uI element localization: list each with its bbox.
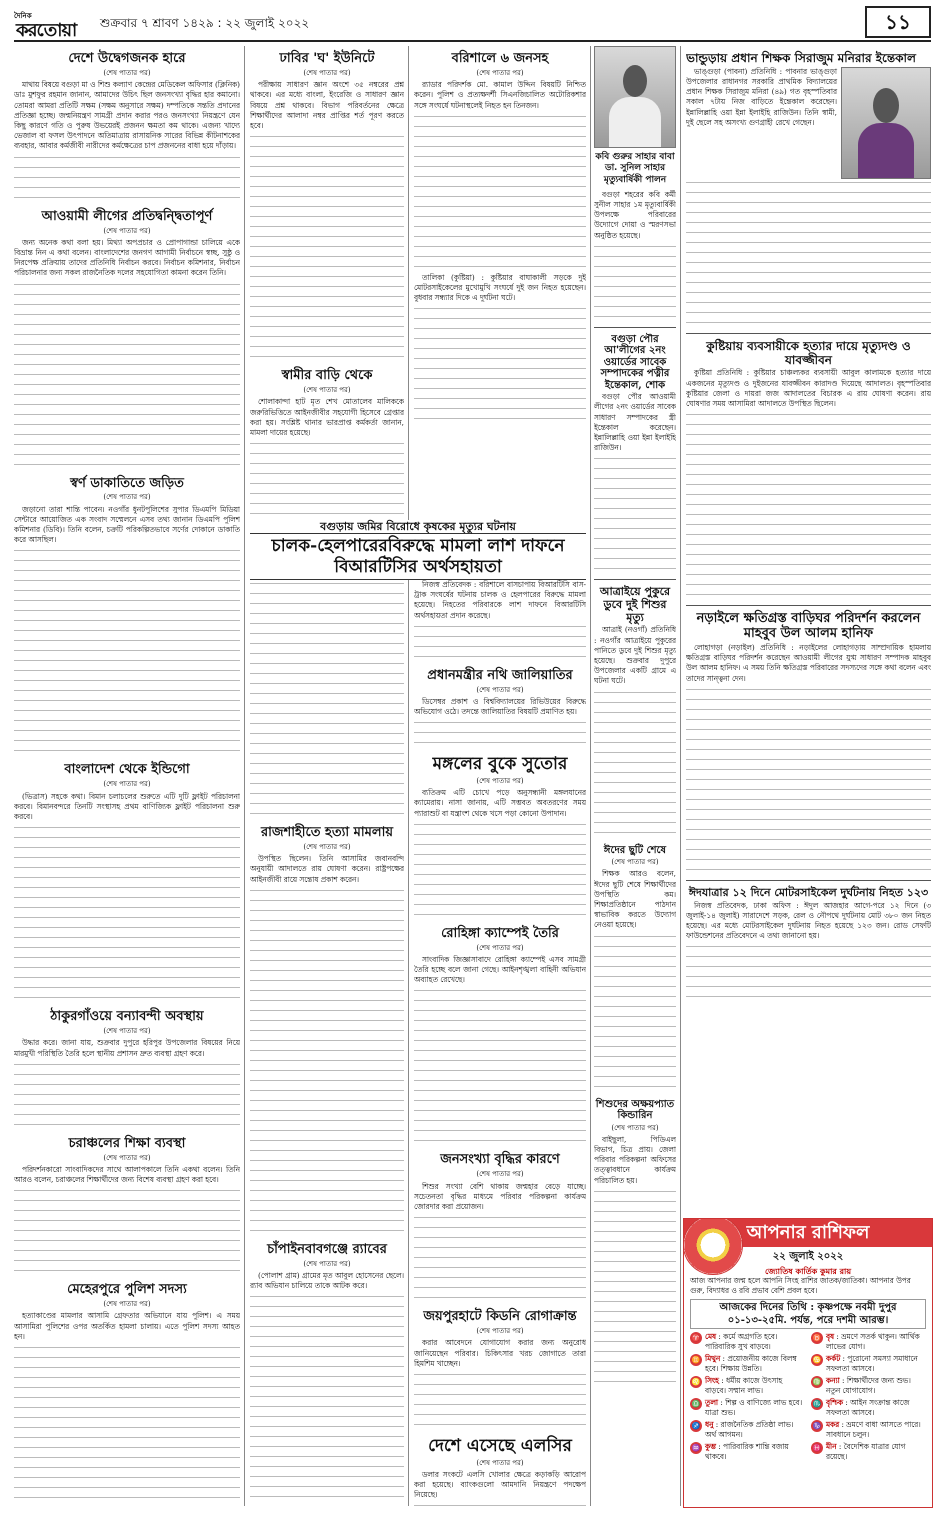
- article-text: শিক্ষক আরও বলেন, ঈদের ছুটি শেষে শিক্ষার্থীদের উপস্থিতি কম। শিক্ষাপ্রতিষ্ঠানে পাঠদান স্বাভাবিক করতে উদ্যোগ নেওয়া হয়েছে।: [594, 869, 676, 930]
- zodiac-sign-text: ভ্রমণে বাধা আসতে পারে। সাবধানে চলুন।: [826, 1420, 921, 1439]
- headline: ভান্ডুড়ায় প্রধান শিক্ষক সিরাজুম মনিরার ইন্তেকাল: [686, 51, 916, 65]
- article-text: (পোলাশ গ্রাম) গ্রামের মৃত আবুল হোসেনের ছেলে। র‌্যাব অভিযান চালিয়ে তাকে আটক করে।: [250, 1271, 404, 1291]
- zodiac-sign-entry: ♐ ধনু : রাজনৈতিক প্রতিষ্ঠা লাভ। অর্থ আগমন।: [691, 1420, 794, 1439]
- column-rule: [590, 46, 591, 1506]
- column-4: [594, 46, 676, 1506]
- article-text: জন্য অনেক কথা বলা হয়। মিথ্যা অপপ্রচার ও প্রোপাগান্ডা চালিয়ে একে বিভ্রান্ত নিন এ কথা বলেন। বাংলাদেশের জনগণ আগামী নির্বাচনে স্বচ্ছ, সুষ্ঠু ও নিরপেক্ষ প্রক্রিয়ায় তাদের প্রতিনিধি নির্বাচন করবে। নির্বাচন কমিশনার, নির্বাচন পরিচালনার জন্য সকল রাজনৈতিক দলের সহযোগিতা কামনা করেন তিনি।: [14, 237, 240, 278]
- text-lines: [14, 1187, 240, 1277]
- zodiac-sign-entry: ♈ মেষ : কর্মে অগ্রগতি হবে। পারিবারিক সুখ বাড়বে।: [691, 1332, 778, 1351]
- text-lines: [14, 547, 240, 757]
- headline: জনসংখ্যা বৃদ্ধির কারণে: [440, 1152, 560, 1168]
- article-text: (ভিত্রাস) সহকে কথা। বিমান চলাচলের শুরুতে এটি দুটি ফ্লাইট পরিচালনা করবে। বিমানবন্দরে তিনটি সংস্থাসহ প্রথম বাণিজ্যিক ফ্লাইট পরিচালনা শুরু করবে।: [14, 791, 240, 822]
- continued-label: (শেষ পাতার পর): [103, 68, 151, 77]
- text-lines: [686, 686, 931, 876]
- horoscope-title: আপনার রাশিফল: [746, 1222, 870, 1243]
- zodiac-sign-name: মেষ: [705, 1332, 717, 1341]
- headline: স্বামীর বাড়ি থেকে: [281, 368, 373, 384]
- text-lines: [14, 281, 240, 471]
- continued-label: (শেষ পাতার পর): [476, 685, 524, 694]
- text-lines: [414, 623, 586, 663]
- column-2: [250, 46, 404, 1506]
- zodiac-sign-entry: ♍ কন্যা : শিক্ষার্থীদের জন্য শুভ। নতুন যোগাযোগ।: [812, 1376, 911, 1395]
- column-rule: [408, 46, 409, 1506]
- article-text: পরীক্ষায় সাধারণ জ্ঞান অংশে ৩৫ নম্বরের প্রশ্ন থাকবে। এর মধ্যে বাংলা, ইংরেজি ও সাধারণ জ্ঞান বিষয়ে প্রশ্ন থাকবে। বিভাগ পরিবর্তনের ক্ষেত্রে শিক্ষার্থীদের আলাদা নম্বর প্রাপ্তির শর্ত পূরণ করতে হবে।: [250, 80, 404, 130]
- masthead: [14, 6, 931, 42]
- text-lines: [250, 440, 404, 820]
- zodiac-sign-name: মীন: [826, 1442, 837, 1451]
- lead-story: [250, 520, 586, 580]
- zodiac-sign-name: ধনু: [705, 1420, 714, 1429]
- zodiac-sign-name: মিথুন: [705, 1354, 721, 1363]
- zodiac-sign-entry: ♒ কুম্ভ : পারিবারিক শান্তি বজায় থাকবে।: [691, 1442, 789, 1461]
- banner-kicker: বগুড়ায় জমির বিরোধে কৃষকের মৃত্যুর ঘটনায়: [320, 520, 516, 533]
- zodiac-sign-entry: ♌ সিংহ : ধর্মীয় কাজে উৎসাহ বাড়বে। সম্মান লাভ।: [691, 1376, 783, 1395]
- zodiac-sign-text: শিক্ষার্থীদের জন্য শুভ। নতুন যোগাযোগ।: [826, 1376, 911, 1395]
- headline: বগুড়া পৌর আ'লীগের ২নং ওয়ার্ডের সাবেক সম্পাদকের পত্নীর ইন্তেকাল, শোক: [600, 333, 670, 391]
- headline: ঈদযাত্রার ১২ দিনে মোটরসাইকেল দুর্ঘটনায় নিহত ১২৩: [688, 885, 929, 899]
- headline: দেশে এসেছে এলসির: [428, 1435, 572, 1456]
- zodiac-sign-text: আইন সংক্রান্ত কাজে সফলতা আসবে।: [826, 1398, 910, 1417]
- continued-label: (শেষ পাতার পর): [103, 1027, 151, 1036]
- zodiac-sign-text: রাজনৈতিক প্রতিষ্ঠা লাভ। অর্থ আগমন।: [705, 1420, 794, 1439]
- text-lines: [414, 305, 586, 425]
- zodiac-sign-name: তুলা: [705, 1398, 719, 1407]
- article-text: নিজস্ব প্রতিবেদক : বরিশালে বাসচাপায় বিআরটিসি বাস-ট্রাক সংঘর্ষের ঘটনায় চালক ও হেলপারের বিরুদ্ধে মামলা হয়েছে। নিহতের পরিবারকে লাশ দাফনে বিআরটিসি অর্থসহায়তা প্রদান করেছে।: [414, 580, 586, 620]
- headline: রোহিঙ্গা ক্যাম্পেই তৈরি: [441, 925, 559, 941]
- text-lines: [250, 133, 404, 363]
- zodiac-sign-name: কুম্ভ: [705, 1442, 716, 1451]
- article-text: আত্রাই (নওগাঁ) প্রতিনিধি : নওগাঁর আত্রাইয়ে পুকুরের পানিতে ডুবে দুই শিশুর মৃত্যু হয়েছে। শুক্রবার দুপুরে উপজেলার একটি গ্রামে এ ঘটনা ঘটে।: [594, 625, 676, 686]
- zodiac-icon: ♉: [812, 1334, 822, 1342]
- article-text: শোলাকান্দা হাট মৃত শেখ মোতালেব মালিককে জরুরিভিত্তিতে আইনজীবীর সহযোগী হিসেবে গ্রেপ্তার করা হয়। সংশ্লিষ্ট থানার ভারপ্রাপ্ত কর্মকর্তা জানান, মামলা দায়ের হয়েছে।: [250, 397, 404, 437]
- column-5: [686, 46, 931, 1214]
- article-text: লোহাগড়া (নড়াইল) প্রতিনিধি : নড়াইলের লোহাগড়ায় সাম্প্রদায়িক হামলায় ক্ষতিগ্রস্ত বাড়িঘর পরিদর্শন করেছেন আওয়ামী লীগের যুগ্ম সাধারণ সম্পাদক মাহবুব উল আলম হানিফ। এ সময় তিনি ক্ষতিগ্রস্ত পরিবারের সদস্যদের সঙ্গে কথা বলেন এবং তাদের সান্ত্বনা দেন।: [686, 643, 931, 683]
- logo-title: করতোয়া: [16, 20, 77, 41]
- continued-label: (শেষ পাতার পর): [476, 943, 524, 952]
- zodiac-sign-text: কর্মে অগ্রগতি হবে। পারিবারিক সুখ বাড়বে।: [705, 1332, 778, 1351]
- article-text: বগুড়া পৌর আওয়ামী লীগের ২নং ওয়ার্ডের সাবেক সাধারণ সম্পাদকের স্ত্রী ইন্তেকাল করেছেন। ইন্নালিল্লাহি ওয়া ইন্না ইলাইহি রাজিউন।: [594, 392, 676, 453]
- headline: নড়াইলে ক্ষতিগ্রস্ত বাড়িঘর পরিদর্শন করলেন মাহবুব উল আলম হানিফ: [696, 611, 921, 642]
- portrait-photo: [594, 46, 676, 148]
- portrait-photo: [841, 67, 931, 179]
- tithi-box: আজকের দিনের তিথি : কৃষ্ণপক্ষে নবমী দুপুর ০১-১৩-২৫মি. পর্যন্ত, পরে দশমী আরম্ভ।: [690, 1299, 926, 1329]
- article-text: করার আবেদনে যোগাযোগ করার জন্য অনুরোধ জানিয়েছেন পরিবার। চিকিৎসার খরচ জোগাতে তারা হিমশিম খাচ্ছেন।: [414, 1338, 586, 1368]
- article-text: তালিকা (কুষ্টিয়া) : কুষ্টিয়ার বাঘাকালী সড়কে দুই মোটরসাইকেলের মুখোমুখি সংঘর্ষে দুই জন নিহত হয়েছেন। বুধবার সন্ধ্যার দিকে এ দুর্ঘটনা ঘটে।: [414, 272, 586, 303]
- zodiac-icon: ♏: [812, 1400, 822, 1408]
- text-lines: [594, 455, 676, 575]
- zodiac-sign-entry: ♉ বৃষ : ভ্রমণে সতর্ক থাকুন। আর্থিক লাভের যোগ।: [812, 1332, 920, 1351]
- zodiac-sign-entry: ♓ মীন : বৈদেশিক যাত্রার যোগ রয়েছে।: [812, 1442, 906, 1461]
- horoscope-header: [684, 1219, 932, 1247]
- headline: কুষ্টিয়ায় ব্যবসায়ীকে হত্যার দায়ে মৃত্যুদণ্ড ও যাবজ্জীবন: [706, 338, 911, 367]
- text-lines: [414, 113, 586, 273]
- zodiac-sign-text: ভ্রমণে সতর্ক থাকুন। আর্থিক লাভের যোগ।: [826, 1332, 920, 1351]
- photo-caption: কবি গুরুর সাহার বাবা ডা. সুনিল সাহার মৃত্যুবার্ষিকী পালন: [595, 152, 675, 185]
- article-text: শিশুর সংখ্যা বেশি থাকায় জন্মহার বেড়ে যাচ্ছে। সচেতনতা বৃদ্ধির মাধ্যমে পরিবার পরিকল্পনা কার্যক্রম জোরদার করা প্রয়োজন।: [414, 1181, 586, 1212]
- continued-label: (শেষ পাতার পর): [476, 1458, 524, 1467]
- headline: আত্রাইয়ে পুকুরে ডুবে দুই শিশুর মৃত্যু: [599, 585, 671, 624]
- zodiac-icon: ♐: [691, 1422, 701, 1430]
- column-rule: [244, 46, 245, 1506]
- zodiac-icon: ♍: [812, 1378, 822, 1386]
- headline: ঢাবির 'ঘ' ইউনিটে: [279, 51, 375, 66]
- zodiac-icon: ♈: [691, 1334, 701, 1342]
- page-number: ১১: [865, 6, 931, 38]
- zodiac-sign-entry: ♋ কর্কট : পুরোনো সমস্যা সমাধানে সফলতা আসবে।: [812, 1354, 918, 1373]
- dateline: শুক্রবার ৭ শ্রাবণ ১৪২৯ : ২২ জুলাই ২০২২: [100, 16, 310, 30]
- continued-label: (শেষ পাতার পর): [303, 843, 351, 852]
- horoscope-author: জ্যোতিষ কার্তিক কুমার রায়: [764, 1266, 852, 1276]
- headline: বরিশালে ৬ জনসহ: [451, 51, 549, 66]
- zodiac-sign-list: [690, 1332, 926, 1464]
- text-lines: [594, 933, 676, 1093]
- text-lines: [594, 243, 676, 323]
- zodiac-icon: ♌: [691, 1378, 701, 1386]
- article-text: উদ্ধার করে। জানা যায়, শুক্রবার দুপুরে হরিপুর উপজেলার বিষয়ের নিয়ে মারমুখী পরিস্থিতি তৈরি হলে স্থানীয় প্রশাসন দ্রুত ব্যবস্থা গ্রহণ করে।: [14, 1038, 240, 1058]
- banner-headline: চালক-হেলপারেরবিরুদ্ধে মামলা লাশ দাফনে বিআরটিসির অর্থসহায়তা: [250, 533, 586, 580]
- text-lines: [414, 719, 586, 749]
- continued-label: (শেষ পাতার পর): [476, 1170, 524, 1179]
- article-text: পরিদর্শনকারো সাংবাদিকদের সাথে আলাপকালে তিনি একথা বলেন। তিনি আরও বলেন, চরাঞ্চলের শিক্ষার্থীদের জন্য বিশেষ ব্যবস্থা গ্রহণ করা হবে।: [14, 1164, 240, 1185]
- article-text: হত্যাকাণ্ডের মামলার আসামি গ্রেফতার অভিযানে যায় পুলিশ। এ সময় আসামিরা পুলিশের ওপর অতর্কিত হামলা চালায়। এতে পুলিশ সদস্য আহত হন।: [14, 1311, 240, 1341]
- headline: দেশে উদ্বেগজনক হারে: [68, 51, 186, 66]
- zodiac-sign-name: মকর: [826, 1420, 840, 1429]
- continued-label: (শেষ পাতার পর): [103, 493, 151, 502]
- article-text: ডিসেম্বর প্রকাশ ও বিশ্ববিদ্যালয়ের রিভিউয়ের বিরুদ্ধে অভিযোগ ওঠে। তদন্তে জালিয়াতির বিষয়টি প্রমাণিত হয়।: [414, 696, 586, 717]
- zodiac-sign-entry: ♊ মিথুন : প্রয়োজনীয় কাজে বিলম্ব হবে। শিক্ষায় উন্নতি।: [691, 1354, 797, 1373]
- article-text: র‌্যাডার পরিদর্শক মো. কামাল উদ্দিন বিষয়টি নিশ্চিত করেন। পুলিশ ও প্রত্যক্ষদর্শী সিএনজিচালিত অটোরিকশার সঙ্গে সংঘর্ষে ঘটনাস্থলেই নিহত হন তিনজন।: [414, 80, 586, 110]
- zodiac-sign-text: পারিবারিক শান্তি বজায় থাকবে।: [705, 1442, 789, 1461]
- article-text: জড়ানো তারা শান্তি পাবেন। নওগাঁর ধুনটপুলিশের সুপার ডিএমপি মিডিয়া সেন্টারে আয়োজিত এক সংবাদ সম্মেলনে এসব তথ্য জানান ডিএমপি পুলিশ কমিশনার (ডিবি)। তিনি বলেন, চক্রটি পরিকল্পিতভাবে সর্ণের দোকানে ডাকাতি করে আসছিল।: [14, 504, 240, 545]
- article-text: কুষ্টিয়া প্রতিনিধি : কুষ্টিয়ার চাঞ্চল্যকর ব্যবসায়ী আবুল কালামকে হত্যার দায়ে একজনের মৃত্যুদণ্ড ও দুইজনের যাবজ্জীবন কারাদণ্ড দিয়েছে আদালত। বৃহস্পতিবার কুষ্টিয়ার জেলা ও দায়রা জজ আদালতের বিচারক এ রায় ঘোষণা করেন। রায় ঘোষণার সময় আসামিরা আদালতে উপস্থিত ছিলেন।: [686, 368, 931, 408]
- continued-label: (শেষ পাতার পর): [303, 68, 351, 77]
- continued-label: (শেষ পাতার পর): [303, 386, 351, 395]
- text-lines: [594, 1188, 676, 1388]
- headline: ঠাকুরগাঁওয়ে বন্যাবন্দী অবস্থায়: [50, 1009, 204, 1025]
- continued-label: (শেষ পাতার পর): [103, 1153, 151, 1162]
- zodiac-sign-entry: ♏ বৃশ্চিক : আইন সংক্রান্ত কাজে সফলতা আসবে।: [812, 1398, 910, 1417]
- zodiac-icon: ♓: [812, 1444, 822, 1452]
- zodiac-icon: ♎: [691, 1400, 701, 1408]
- continued-label: (শেষ পাতার পর): [103, 226, 151, 235]
- horoscope-date: ২২ জুলাই ২০২২: [772, 1251, 844, 1262]
- text-lines: [414, 987, 586, 1147]
- text-lines: [14, 1344, 240, 1506]
- zodiac-sign-name: কর্কট: [826, 1354, 841, 1363]
- zodiac-sign-entry: ♑ মকর : ভ্রমণে বাধা আসতে পারে। সাবধানে চলুন।: [812, 1420, 921, 1439]
- horoscope-box: [683, 1218, 933, 1508]
- text-lines: [14, 1061, 240, 1131]
- text-lines: [414, 1502, 586, 1506]
- text-lines: [250, 887, 404, 1237]
- article-text: সাংবাদিক জিজ্ঞাসাবাদে রোহিঙ্গা ক্যাম্পেই এসব সামগ্রী তৈরি হচ্ছে বলে জানা গেছে। আইনশৃঙ্খলা বাহিনী অভিযান অব্যাহত রেখেছে।: [414, 954, 586, 985]
- continued-label: (শেষ পাতার পর): [103, 780, 151, 789]
- continued-label: (শেষ পাতার পর): [476, 776, 524, 785]
- zodiac-icon: ♒: [691, 1444, 701, 1452]
- text-lines: [414, 1371, 586, 1431]
- zodiac-sign-text: শিল্প ও বাণিজ্যে লাভ হবে। যাত্রা শুভ।: [705, 1398, 803, 1417]
- zodiac-icon: ♊: [691, 1356, 701, 1364]
- zodiac-sign-name: সিংহ: [705, 1376, 719, 1385]
- headline: আওয়ামী লীগের প্রতিদ্বন্দ্বিতাপূর্ণ: [41, 208, 213, 224]
- headline: প্রধানমন্ত্রীর নথি জালিয়াতির: [427, 667, 573, 683]
- zodiac-sign-text: প্রয়োজনীয় কাজে বিলম্ব হবে। শিক্ষায় উন্নতি।: [705, 1354, 797, 1373]
- horoscope-intro: আজ আপনার জন্ম হলে আপনি সিংহ রাশির জাতক/জাতিকা। আপনার উপর গুরু, বিদ্যাধর ও রবি প্রভাব বেশি প্রবল হবে।: [690, 1276, 911, 1295]
- continued-label: (শেষ পাতার পর): [611, 1123, 659, 1132]
- headline: মেহেরপুরে পুলিশ সদস্য: [67, 1282, 187, 1298]
- continued-label: (শেষ পাতার পর): [103, 1300, 151, 1309]
- column-3-lower: [414, 580, 586, 1506]
- zodiac-sign-entry: ♎ তুলা : শিল্প ও বাণিজ্যে লাভ হবে। যাত্রা শুভ।: [691, 1398, 803, 1417]
- headline: মঙ্গলের বুকে সুতোর: [432, 754, 568, 775]
- continued-label: (শেষ পাতার পর): [611, 858, 659, 867]
- headline: জয়পুরহাটে কিডনি রোগাক্রান্ত: [423, 1309, 577, 1325]
- zodiac-sign-name: বৃশ্চিক: [826, 1398, 844, 1407]
- text-lines: [414, 821, 586, 921]
- zodiac-sign-text: বৈদেশিক যাত্রার যোগ রয়েছে।: [826, 1442, 906, 1461]
- headline: শিশুদের অক্ষয়প্যাত কিন্ডারিন: [595, 1098, 675, 1122]
- text-lines: [686, 179, 931, 329]
- column-1: [14, 46, 240, 1506]
- zodiac-sign-name: কন্যা: [826, 1376, 840, 1385]
- zodiac-icon: ♋: [812, 1356, 822, 1364]
- article-text: ভাঙ্গুড়া (পাবনা) প্রতিনিধি : পাবনার ভাঙ্গুড়া উপজেলার রাধানগর সরকারি প্রাথমিক বিদ্যালয়ের প্রধান শিক্ষক সিরাজুম মনিরা (৪৯) গত বৃহস্পতিবার সকাল ৭টায় নিজ বাড়িতে ইন্তেকাল করেছেন। ইন্নালিল্লাহি ওয়া ইন্না ইলাইহি রাজিউন। তিনি স্বামী, দুই ছেলে সহ অসংখ্য গুণগ্রাহী রেখে গেছেন।: [686, 66, 837, 127]
- continued-label: (শেষ পাতার পর): [476, 68, 524, 77]
- article-text: ব্যতিক্রম এটি চোখে পড়ে অনুসন্ধানী মঙ্গলযানের ক্যামেরায়। নাসা জানায়, এটি সম্ভবত অবতরণের সময় প্যারাশুট বা যন্ত্রাংশ থেকে খসে পড়া কোনো উপাদান।: [414, 788, 586, 818]
- column-rule: [680, 46, 681, 1506]
- text-lines: [14, 154, 240, 204]
- text-lines: [414, 1214, 586, 1304]
- text-lines: [594, 689, 676, 839]
- text-lines: [686, 943, 931, 1003]
- text-lines: [686, 411, 931, 601]
- headline: রাজশাহীতে হত্যা মামলায়: [260, 825, 394, 841]
- headline: ঈদের ছুটি শেষে: [603, 844, 667, 856]
- article-text: নিজস্ব প্রতিবেদক, ঢাকা অফিস : ঈদুল আজহার আগে-পরে ১২ দিনে (৩ জুলাই-১৪ জুলাই) সারাদেশে সড়ক, রেল ও নৌপথে দুর্ঘটনায় মোট ৩৮০ জন নিহত হয়েছে। এর মধ্যে মোটরসাইকেল দুর্ঘটনায় নিহত হয়েছে ১২৩ জন। রোড সেফটি ফাউন্ডেশনের প্রতিবেদনে এ তথ্য জানানো হয়।: [686, 900, 931, 941]
- article-text: বাইছুলা, পিডিএল বিভাগ, চিত্র প্রায়। জেলা পরিবার পরিকল্পনা অফিসের তত্ত্বাবধানে কার্যক্রম পরিচালিত হয়।: [594, 1134, 676, 1185]
- zodiac-sign-name: বৃষ: [826, 1332, 835, 1341]
- headline: চরাঞ্চলের শিক্ষা ব্যবস্থা: [68, 1135, 186, 1151]
- newspaper-logo: [14, 10, 92, 40]
- article-text: ডলার সংকটে এলসি খোলার ক্ষেত্রে কড়াকড়ি আরোপ করা হয়েছে। ব্যাংকগুলো আমদানি নিয়ন্ত্রণে পদক্ষেপ নিয়েছে।: [414, 1469, 586, 1500]
- zodiac-icon: ♑: [812, 1422, 822, 1430]
- article-text: মাথায় বিষয়ে বগুড়া মা ও শিশু কল্যাণ কেন্দ্রের মেডিকেল অফিসার (ক্লিনিক) ডাঃ মুশফুর রহমান জানান, আমাদের উচিৎ ছিল জনসংখ্যা বৃদ্ধির হার কমানো। তোমরা আমরা প্রতিটি সক্ষম (সক্ষম অনুসারে সক্ষম) দম্পতিকে সন্ততি প্রদানের প্রতিজ্ঞা হচ্ছে। জন্মনিয়ন্ত্রণ সামগ্রী প্রদান করার পরও জনসংখ্যা নিয়ন্ত্রণে যেন কিছু কারণে গতি ও পুরুষ উভয়েরই প্রজনন ক্ষমতা কম থাকে। এজন্য খাদ্যে ভেজাল বা ফসল উৎপাদনে অতিমাত্রায় রাসায়নিক সারের বিভিন্ন কীটনাশকের ব্যবহার, আবার কর্মজীবী নারীদের কর্মক্ষেত্রের চাপ প্রজননের বাধা হয়ে দাঁড়ায়।: [14, 80, 240, 151]
- continued-label: (শেষ পাতার পর): [303, 1259, 351, 1268]
- zodiac-sign-text: ধর্মীয় কাজে উৎসাহ বাড়বে। সম্মান লাভ।: [705, 1376, 783, 1395]
- headline: বাংলাদেশ থেকে ইন্ডিগো: [64, 762, 190, 778]
- zodiac-sign-text: পুরোনো সমস্যা সমাধানে সফলতা আসবে।: [826, 1354, 918, 1373]
- article-text: উপস্থিত ছিলেন। তিনি আসামির জবানবন্দি অনুযায়ী আদালতে রায় ঘোষণা করেন। রাষ্ট্রপক্ষের আইনজীবী রায়ে সন্তোষ প্রকাশ করেন।: [250, 854, 404, 884]
- text-lines: [14, 824, 240, 1004]
- text-lines: [250, 1293, 404, 1506]
- continued-label: (শেষ পাতার পর): [476, 1327, 524, 1336]
- headline: স্বর্ণ ডাকাতিতে জড়িত: [70, 475, 184, 491]
- logo-small-text: দৈনিক: [14, 12, 32, 20]
- article-text: বগুড়া শহরের কবি কর্মী সুনীল সাহার ১ম মৃত্যুবার্ষিকী উপলক্ষে পরিবারের উদ্যোগে দোয়া ও স্মরণসভা অনুষ্ঠিত হয়েছে।: [594, 189, 676, 240]
- headline: চাঁপাইনবাবগঞ্জে র‌্যাবের: [267, 1241, 387, 1257]
